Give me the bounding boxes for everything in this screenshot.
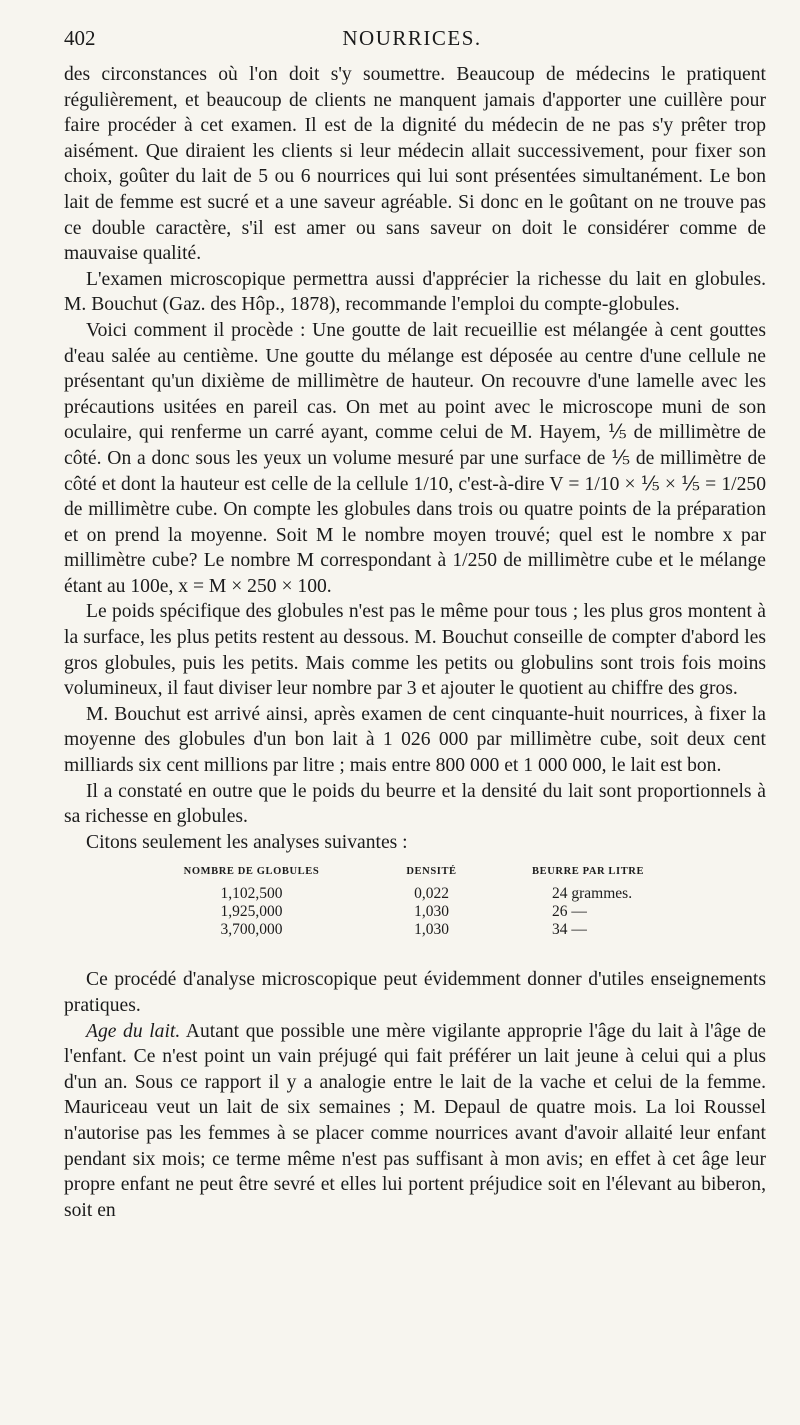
analyses-table [64, 863, 766, 953]
age-heading: Age du lait. [86, 1020, 181, 1042]
cell-globules-3: 3,700,000 [220, 921, 283, 939]
header-beurre: BEURRE PAR LITRE [532, 866, 645, 878]
paragraph-age-du-lait [64, 1019, 766, 1224]
cell-densite-2: 1,030 [414, 903, 449, 921]
cell-densite-3: 1,030 [414, 921, 449, 939]
paragraph-specific-weight: Le poids spécifique des globules n'est pas le même pour tous ; les plus gros montent à la surface, les plus petits restent au dessous. M. Bouchut conseille de compter d'abord les gros globules, puis les petits. Mais comme les petits ou globulins sont trois fois moins volumineux, il faut diviser leur nombre par 3 et ajouter le quotient au chiffre des gros. [64, 601, 766, 700]
cell-beurre-2: 26 — [552, 903, 587, 921]
running-head [64, 26, 760, 56]
paragraph-microscopic-exam: L'examen microscopique permettra aussi d'apprécier la richesse du lait en globules. M. Bouchut (Gaz. des Hôp., 1878), recommande l'emploi du compte-globules. [64, 268, 766, 316]
paragraph-bouchut-average: M. Bouchut est arrivé ainsi, après examen de cent cinquante-huit nourrices, à fixer la moyenne des globules d'un bon lait à 1 026 000 par millimètre cube, soit deux cent milliards six cent millions par litre ; mais entre 800 000 et 1 000 000, le lait est bon. [64, 703, 766, 777]
column-globules [164, 863, 339, 939]
cell-beurre-3: 34 — [552, 921, 587, 939]
header-densite: DENSITÉ [406, 866, 457, 878]
header-globules: NOMBRE DE GLOBULES [183, 866, 320, 878]
paragraph-butter-density: Il a constaté en outre que le poids du beurre et la densité du lait sont proportionnels à sa richesse en globules. [64, 780, 766, 828]
cell-beurre-1: 24 grammes. [552, 885, 633, 903]
paragraph-procedure: Voici comment il procède : Une goutte de lait recueillie est mélangée à cent gouttes d'eau salée au centième. Une goutte du mélange est déposée au centre d'une cellule ne présentant qu'un dixième de millimètre de hauteur. On recouvre d'une lamelle avec les précautions usitées en pareil cas. On met au point avec le microscope muni de son oculaire, qui renferme un carré ayant, comme celui de M. Hayem, ⅕ de millimètre de côté. On a donc sous les yeux un volume mesuré par une surface de ⅕ de millimètre de côté et dont la hauteur est celle de la cellule 1/10, c'est-à-dire V = 1/10 × ⅕ × ⅕ = 1/250 de millimètre cube. On compte les globules dans trois ou quatre points de la préparation et on prend la moyenne. Soit M le nombre moyen trouvé; quel est le nombre x par millimètre cube? Le nombre M correspondant à 1/250 de millimètre cube et le mélange étant au 100e, x = M × 250 × 100. [64, 319, 766, 597]
running-title: NOURRICES. [342, 26, 482, 50]
page-body [64, 62, 766, 1223]
cell-densite-1: 0,022 [414, 885, 449, 903]
cell-globules-2: 1,925,000 [220, 903, 283, 921]
paragraph-continuation: des circonstances où l'on doit s'y soumettre. Beaucoup de médecins le pratiquent régulièrement, et beaucoup de clients ne manquent jamais d'apporter une cuillère pour faire procéder à cet examen. Il est de la dignité du médecin de ne pas s'y prêter trop aisément. Que diraient les clients si leur médecin allait successivement, pour fixer son choix, goûter du lait de 5 ou 6 nourrices qui lui sont présentées simultanément. Le bon lait de femme est sucré et a une saveur agréable. Si donc en le goûtant on ne trouve pas ce double caractère, s'il est amer ou sans saveur on doit le considérer comme de mauvaise qualité. [64, 64, 766, 265]
page-number: 402 [64, 26, 96, 50]
age-text: Autant que possible une mère vigilante approprie l'âge du lait à l'âge de l'enfant. Ce n'est point un vain préjugé qui fait préférer un lait jeune à celui qui a plus d'un an. Sous ce rapport il y a analogie entre le lait de la vache et celui de la femme. Mauriceau veut un lait de six semaines ; M. Depaul de quatre mois. La loi Roussel n'autorise pas les femmes à se placer comme nourrices avant d'avoir allaité leur enfant pendant six mois; ce terme même n'est pas suffisant à mon avis; en effet à cet âge leur propre enfant ne peut être sevré et elles lui portent préjudice soit en l'élevant au biberon, soit en [64, 1020, 766, 1221]
paragraph-analyses-intro: Citons seulement les analyses suivantes : [86, 831, 408, 853]
column-densite [389, 863, 474, 939]
paragraph-analysis-value: Ce procédé d'analyse microscopique peut évidemment donner d'utiles enseignements pratiques. [64, 969, 766, 1016]
column-beurre [532, 863, 682, 939]
cell-globules-1: 1,102,500 [220, 885, 283, 903]
